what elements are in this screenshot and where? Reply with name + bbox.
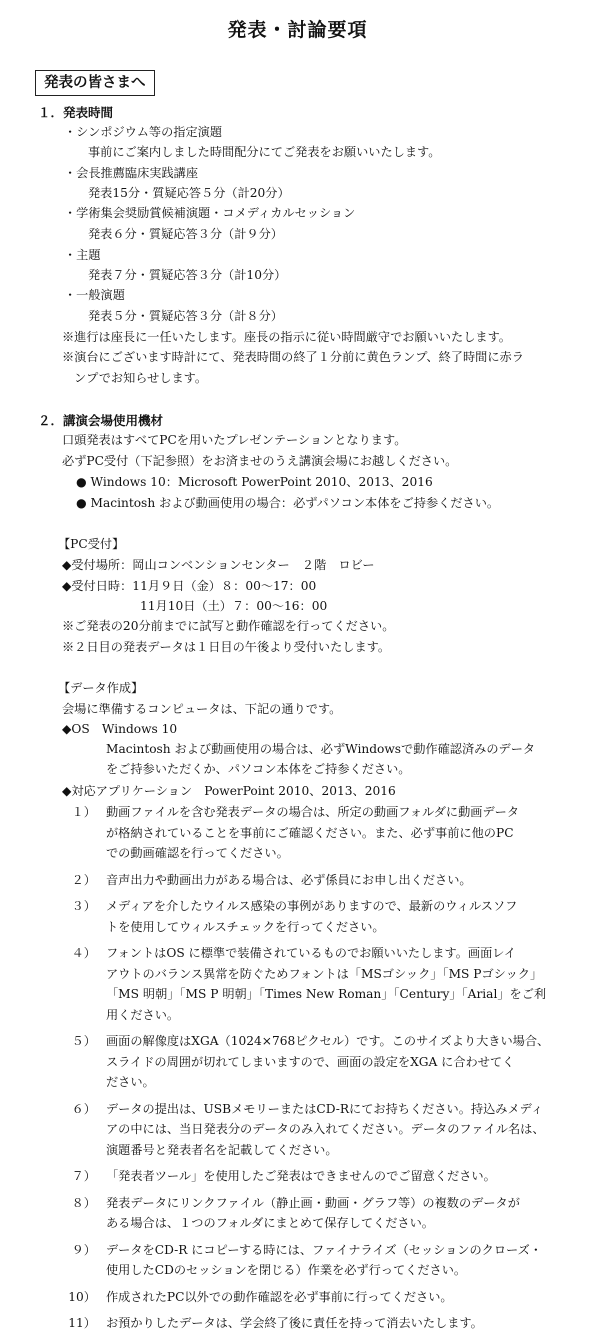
- data-item-text: が格納されていることを事前にご確認ください。また、必ず事前に他のPC: [106, 825, 514, 840]
- s1-item-label: ・シンポジウム等の指定演題: [64, 125, 223, 139]
- data-item-number: １）: [71, 805, 96, 819]
- data-item-number: ８）: [71, 1195, 96, 1210]
- data-item-text: お預かりしたデータは、学会終了後に責任を持って消去いたします。: [106, 1316, 483, 1330]
- s1-item-label: ・一般演題: [64, 288, 125, 302]
- data-item-number: ９）: [71, 1242, 96, 1257]
- data-os-mac: をご持参いただくか、パソコン本体をご持参ください。: [106, 762, 411, 776]
- data-item-text: アウトのバランス異常を防ぐためフォントは「MSゴシック」「MS Pゴシック」: [106, 966, 543, 981]
- data-item-number: ４）: [71, 946, 96, 960]
- data-item-text: での動画確認を行ってください。: [106, 846, 289, 860]
- data-item-text: 使用したCDのセッションを閉じる）作業を必ず行ってください。: [106, 1263, 467, 1277]
- section-1-heading: １．発表時間: [38, 105, 114, 120]
- data-os: ◆OS Windows 10: [62, 722, 178, 736]
- data-item-text: 音声出力や動画出力がある場合は、必ず係員にお申し出ください。: [106, 872, 472, 887]
- data-item-number: ６）: [71, 1101, 96, 1116]
- data-item-text: ある場合は、１つのフォルダにまとめて保存してください。: [106, 1216, 434, 1230]
- data-item-text: スライドの周囲が切れてしまいますので、画面の設定をXGA に合わせてく: [106, 1054, 515, 1069]
- section-2-heading: ２．講演会場使用機材: [38, 413, 164, 428]
- data-intro: 会場に準備するコンピュータは、下記の通りです。: [62, 702, 342, 716]
- data-item-text: データの提出は、USBメモリーまたはCD-Rにてお持ちください。持込みメディ: [106, 1101, 544, 1116]
- s1-item-detail: 発表５分・質疑応答３分（計８分）: [88, 309, 283, 323]
- data-item-text: 「発表者ツール」を使用したご発表はできませんのでご留意ください。: [106, 1169, 496, 1183]
- data-item-text: ださい。: [106, 1075, 155, 1089]
- s1-item-detail: 発表７分・質疑応答３分（計10分）: [88, 268, 287, 282]
- pc-note: ※２日目の発表データは１日目の午後より受付いたします。: [62, 640, 391, 654]
- data-item-number: ５）: [71, 1034, 96, 1048]
- s2-bullet: ● Macintosh および動画使用の場合：必ずパソコン本体をご持参ください。: [76, 496, 500, 510]
- data-item-text: 「MS 明朝」「MS P 明朝」「Times New Roman」「Century」「Arial」をご利: [106, 987, 547, 1001]
- data-item-number: 10）: [68, 1289, 96, 1304]
- pc-date: 11月10日（土）７：00〜16：00: [140, 599, 328, 613]
- s2-bullet: ● Windows 10：Microsoft PowerPoint 2010、2013、2016: [76, 475, 433, 489]
- data-item-number: ７）: [71, 1169, 96, 1183]
- pc-place: ◆受付場所：岡山コンベンションセンター ２階 ロビー: [62, 558, 375, 572]
- data-item-text: 作成されたPC以外での動作確認を必ず事前に行ってください。: [106, 1289, 453, 1304]
- data-item-text: 動画ファイルを含む発表データの場合は、所定の動画フォルダに動画データ: [106, 805, 520, 819]
- data-item-text: トを使用してウィルスチェックを行ってください。: [106, 919, 385, 934]
- s2-line: 必ずPC受付（下記参照）をお済ませのうえ講演会場にお越しください。: [62, 454, 458, 468]
- data-item-text: 演題番号と発表者名を記載してください。: [106, 1142, 338, 1157]
- s1-note: ※進行は座長に一任いたします。座長の指示に従い時間厳守でお願いいたします。: [62, 330, 511, 344]
- s1-item-label: ・会長推薦臨床実践講座: [64, 166, 199, 180]
- pc-note: ※ご発表の20分前までに試写と動作確認を行ってください。: [62, 619, 395, 633]
- data-item-text: フォントはOS に標準で装備されているものでお願いいたします。画面レイ: [106, 946, 517, 960]
- s1-note: ※演台にございます時計にて、発表時間の終了１分前に黄色ランプ、終了時間に赤ラ: [62, 350, 524, 364]
- pc-heading: 【PC受付】: [58, 537, 125, 551]
- data-item-text: メディアを介したウイルス感染の事例がありますので、最新のウィルスソフ: [106, 899, 518, 913]
- s1-item-detail: 事前にご案内しました時間配分にてご発表をお願いいたします。: [88, 145, 441, 159]
- s1-item-detail: 発表15分・質疑応答５分（計20分）: [88, 186, 290, 200]
- pc-date: ◆受付日時：11月９日（金）８：00〜17：00: [62, 579, 317, 593]
- data-item-text: 用ください。: [106, 1007, 180, 1022]
- section-heading-box: 発表の皆さまへ: [35, 70, 155, 96]
- data-item-number: ２）: [71, 872, 96, 887]
- page-title: 発表・討論要項: [227, 19, 368, 41]
- data-app: ◆対応アプリケーション PowerPoint 2010、2013、2016: [62, 784, 396, 798]
- data-item-text: データをCD-R にコピーする時には、ファイナライズ（セッションのクローズ・: [106, 1242, 542, 1257]
- s1-item-detail: 発表６分・質疑応答３分（計９分）: [88, 227, 283, 241]
- data-os-mac: Macintosh および動画使用の場合は、必ずWindowsで動作確認済みのデータ: [106, 742, 536, 756]
- s1-item-label: ・主題: [64, 248, 101, 262]
- s1-note-cont: ンプでお知らせします。: [74, 371, 208, 385]
- s1-item-label: ・学術集会奨励賞候補演題・コメディカルセッション: [64, 206, 356, 220]
- data-item-number: 11）: [68, 1316, 96, 1330]
- data-item-text: アの中には、当日発表分のデータのみ入れてください。データのファイル名は、: [106, 1122, 545, 1136]
- s2-line: 口頭発表はすべてPCを用いたプレゼンテーションとなります。: [62, 433, 407, 447]
- data-heading: 【データ作成】: [58, 681, 144, 695]
- data-item-text: 画面の解像度はXGA（1024×768ピクセル）です。このサイズより大きい場合、: [106, 1034, 550, 1048]
- data-item-text: 発表データにリンクファイル（静止画・動画・グラフ等）の複数のデータが: [106, 1195, 520, 1210]
- data-item-number: ３）: [71, 899, 96, 913]
